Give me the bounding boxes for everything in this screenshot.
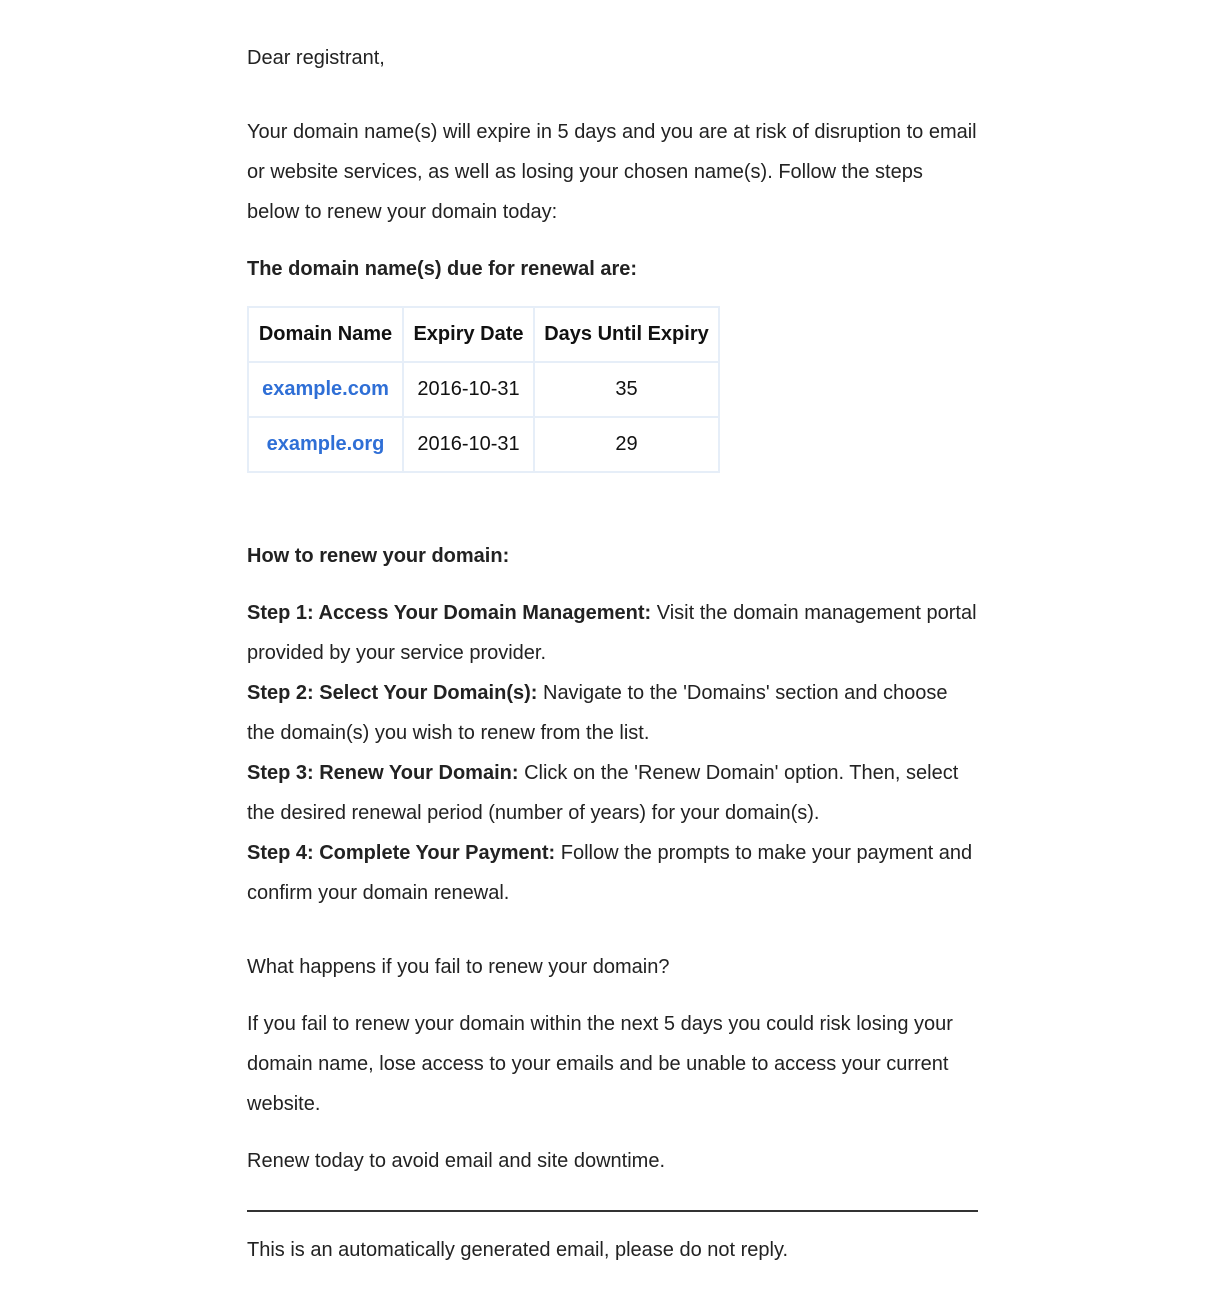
step-item — [247, 833, 978, 913]
table-row — [248, 362, 719, 417]
step-label: Step 3: Renew Your Domain: — [247, 762, 519, 784]
expiry-date: 2016-10-31 — [403, 417, 534, 472]
domain-link[interactable]: example.com — [248, 362, 403, 417]
header-expiry-date: Expiry Date — [403, 307, 534, 362]
days-until-expiry: 35 — [534, 362, 719, 417]
renew-cta: Renew today to avoid email and site downtime. — [247, 1150, 666, 1172]
header-domain-name: Domain Name — [248, 307, 403, 362]
domain-link[interactable]: example.org — [248, 417, 403, 472]
intro-paragraph: Your domain name(s) will expire in 5 days and you are at risk of disruption to email or website services, as well as losing your chosen name(s). Follow the steps below to renew your domain today: — [247, 121, 977, 223]
step-text: Follow the prompts to make your payment and confirm your domain renewal. — [247, 842, 973, 904]
step-label: Step 1: Access Your Domain Management: — [247, 602, 652, 624]
steps-list — [247, 593, 978, 913]
fail-paragraph: If you fail to renew your domain within the next 5 days you could risk losing your domain name, lose access to your emails and be unable to access your current website. — [247, 1013, 953, 1115]
table-row — [248, 417, 719, 472]
step-item — [247, 593, 978, 673]
divider — [247, 1210, 978, 1212]
table-header-row — [248, 307, 719, 362]
step-text: Click on the 'Renew Domain' option. Then, select the desired renewal period (number of years) for your domain(s). — [247, 762, 959, 824]
step-label: Step 2: Select Your Domain(s): — [247, 682, 538, 704]
step-text: Navigate to the 'Domains' section and choose the domain(s) you wish to renew from the list. — [247, 682, 948, 744]
what-heading: What happens if you fail to renew your domain? — [247, 956, 670, 978]
greeting: Dear registrant, — [247, 47, 385, 69]
header-days-until-expiry: Days Until Expiry — [534, 307, 719, 362]
step-text: Visit the domain management portal provided by your service provider. — [247, 602, 977, 664]
step-label: Step 4: Complete Your Payment: — [247, 842, 556, 864]
due-heading: The domain name(s) due for renewal are: — [247, 258, 638, 280]
days-until-expiry: 29 — [534, 417, 719, 472]
domains-table — [247, 306, 720, 473]
footer-note: This is an automatically generated email, please do not reply. — [247, 1239, 789, 1261]
how-heading: How to renew your domain: — [247, 545, 510, 567]
expiry-date: 2016-10-31 — [403, 362, 534, 417]
step-item — [247, 753, 978, 833]
step-item — [247, 673, 978, 753]
